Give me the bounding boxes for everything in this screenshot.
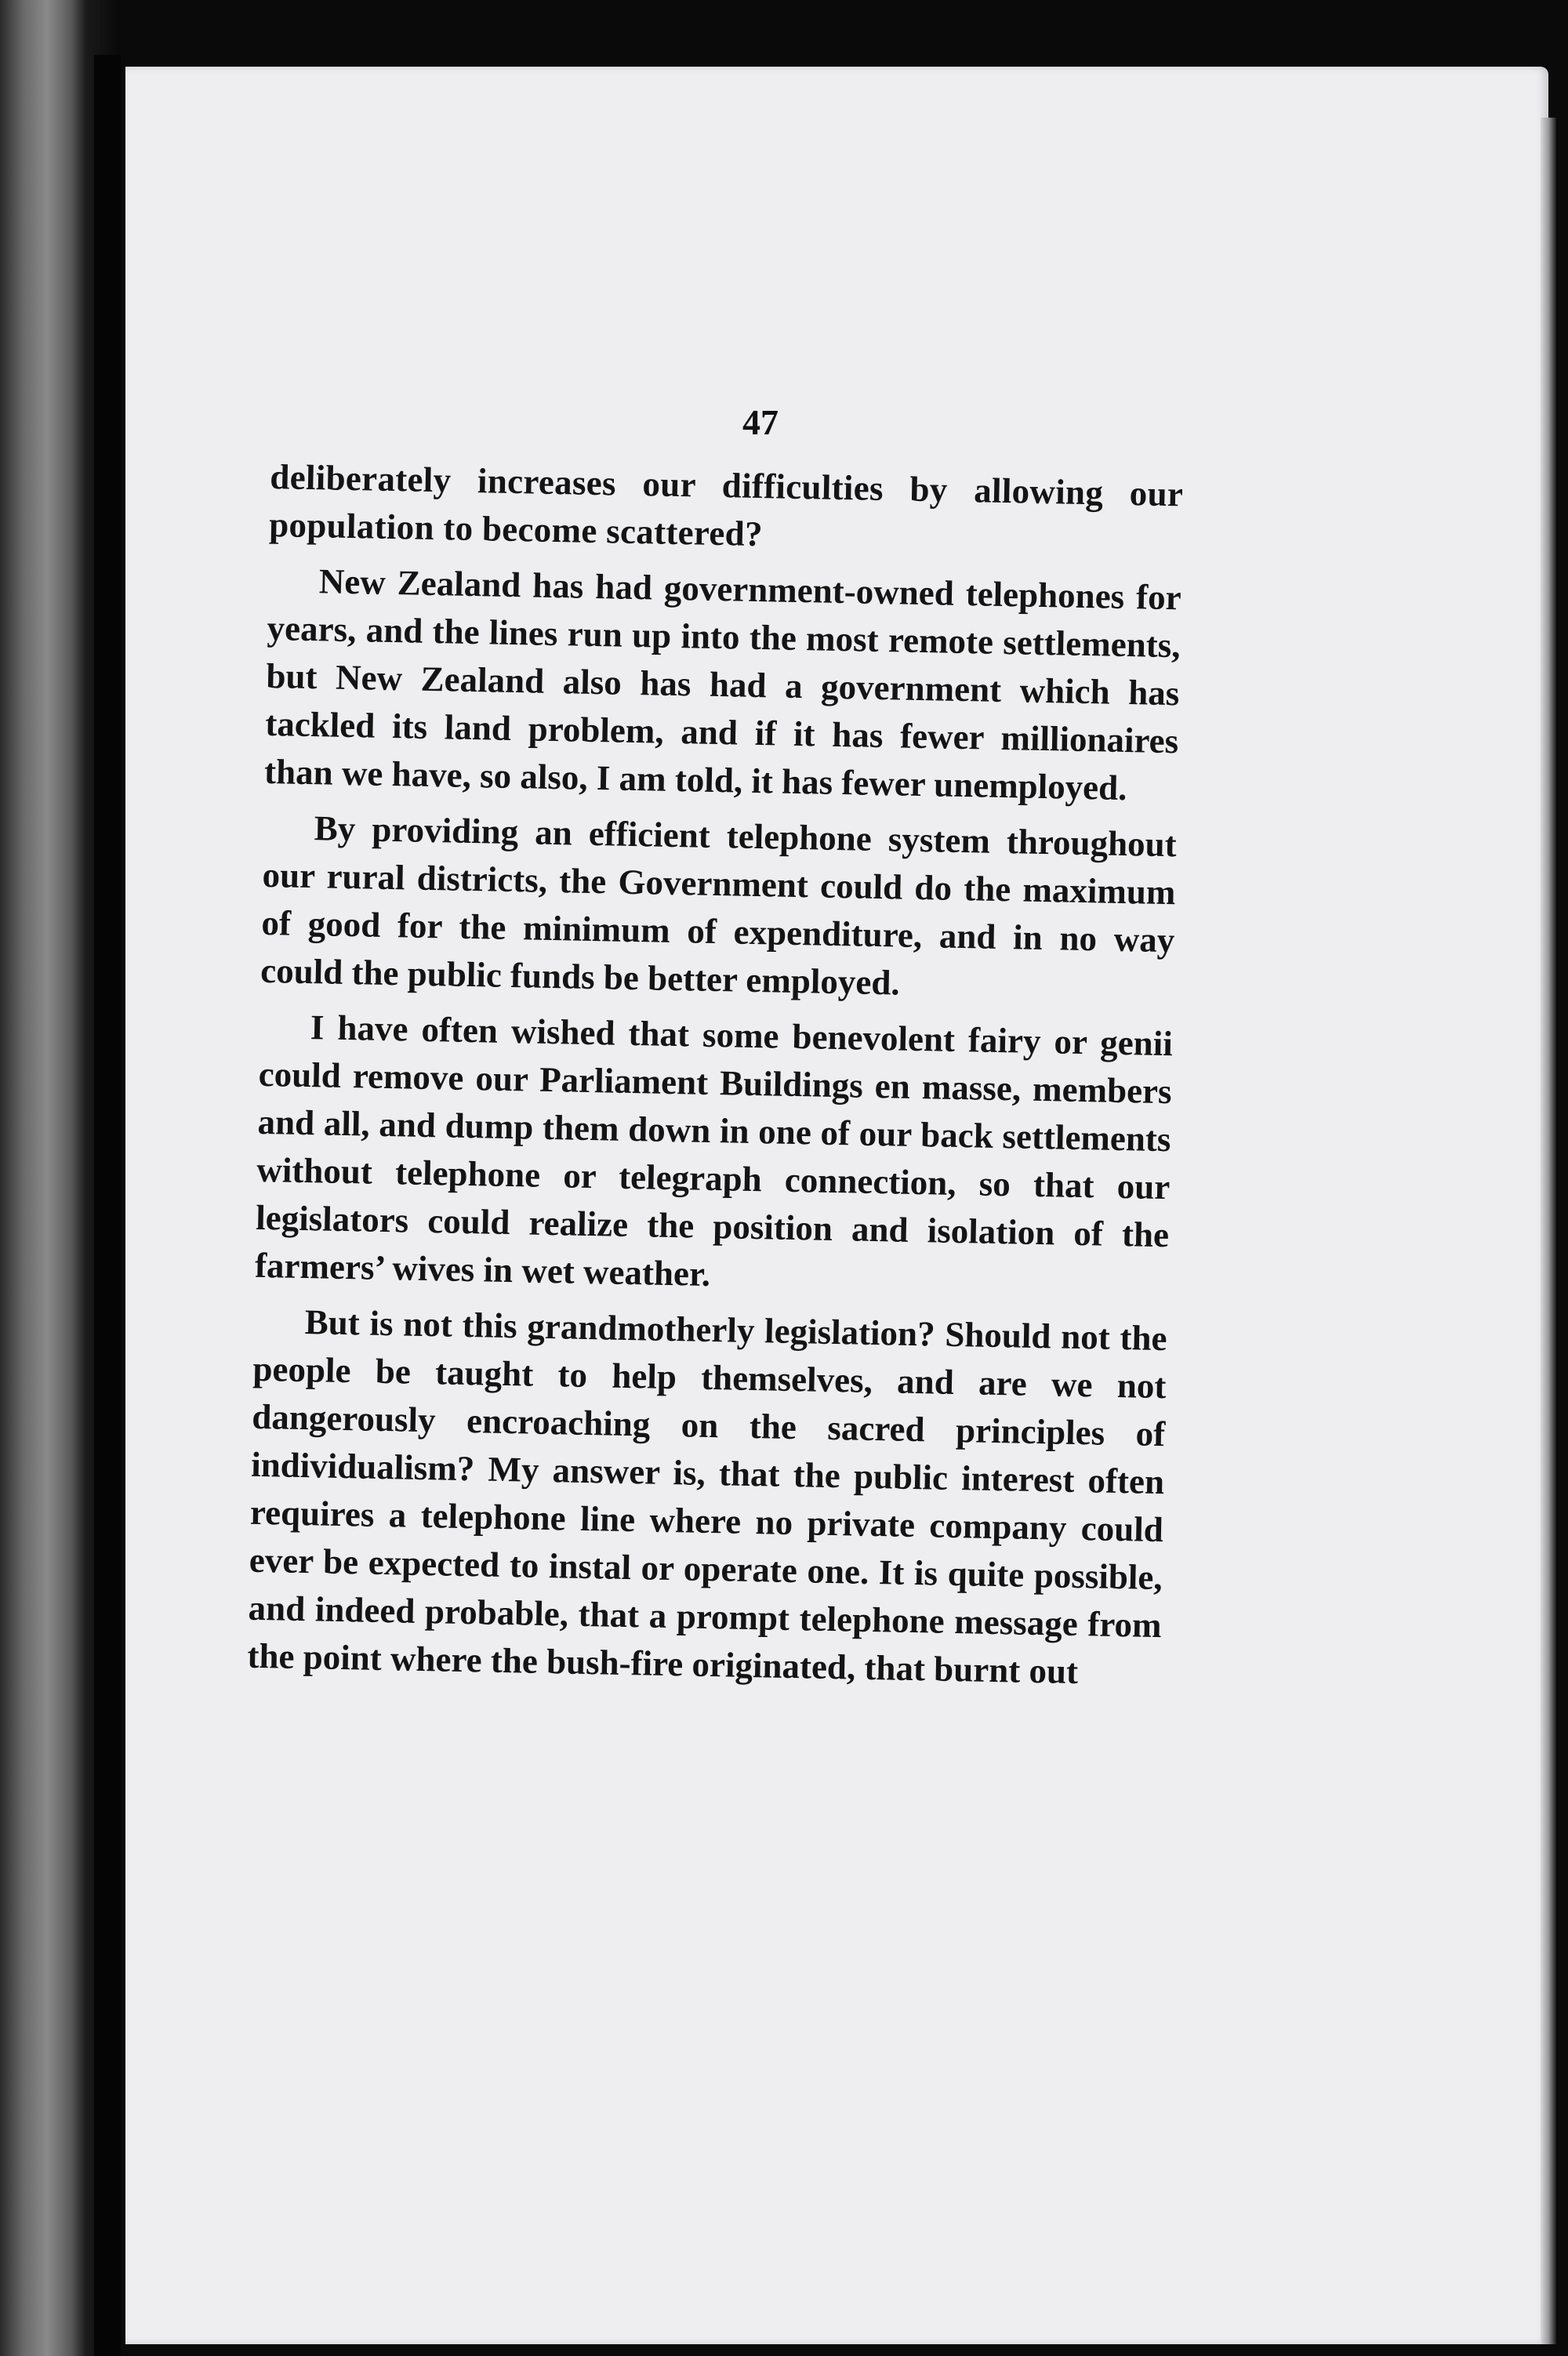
paragraph-1: deliberately increases our difficulties by allowing our population to become scattered?: [268, 456, 1184, 554]
page-edge-shadow: [1541, 118, 1556, 2344]
paragraph-3: By providing an efficient telephone system throughout our rural districts, the Government could do the maximum of good for the minimum of expenditure, and in no way could the public funds be better employed.: [260, 808, 1178, 1003]
book-binding-shadow: [94, 55, 121, 2356]
paragraph-2: New Zealand has had government-owned telephones for years, and the lines run up into the most remote settlements, but New Zealand also has had a government which has tackled its land problem, and if it has fewer millionaires than we have, so also, I am told, it has fewer unemployed.: [263, 561, 1182, 808]
paragraph-5: But is not this grandmotherly legislation? Should not the people be taught to help themselves, and are we not dangerously encroaching on the sacred principles of individualism? My answer is, that the public interest often requires a telephone line where no private company could ever be expected to instal or operate one. It is quite possible, and indeed probable, that a prompt telephone message from the point where the bush-fire originated, that burnt out: [247, 1302, 1168, 1692]
body-text: [247, 453, 1184, 1705]
paragraph-4: I have often wished that some benevolent fairy or genii could remove our Parliament Buildings en masse, members and all, and dump them down in one of our back settlements without telephone or telegraph connection, so that our legislators could realize the position and isolation of the farmers’ wives in wet weather.: [254, 1007, 1174, 1294]
page-number: 47: [742, 402, 779, 442]
